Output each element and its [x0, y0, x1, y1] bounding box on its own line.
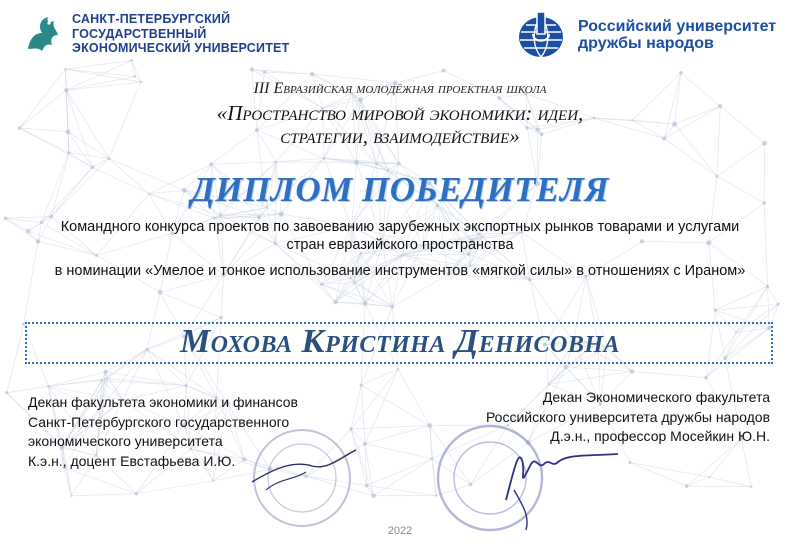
network-node [185, 384, 188, 387]
network-line [20, 128, 69, 153]
network-line [48, 372, 105, 386]
network-node [323, 157, 326, 160]
network-node [71, 495, 73, 497]
network-node [679, 71, 682, 74]
network-line [20, 128, 93, 167]
network-node [5, 391, 8, 394]
network-line [687, 486, 752, 487]
network-line [69, 153, 92, 168]
year: 2022 [387, 525, 413, 537]
school-theme [100, 102, 700, 148]
network-line [7, 386, 49, 392]
signatory-left-line4: К.э.н., доцент Евстафьева И.Ю. [28, 452, 236, 469]
network-line [630, 463, 710, 478]
network-line [402, 254, 469, 255]
network-line [68, 132, 69, 153]
network-node [103, 370, 107, 374]
rudn-logo [512, 10, 776, 60]
network-line [398, 369, 430, 425]
network-line [709, 477, 751, 487]
network-node [630, 369, 635, 374]
network-node [90, 165, 94, 169]
network-line [717, 106, 720, 176]
network-line [276, 158, 324, 162]
network-node [106, 377, 108, 379]
network-line [768, 286, 779, 304]
signatory-right-line3: Д.э.н., профессор Мосейкин Ю.Н. [550, 428, 770, 444]
network-line [392, 274, 448, 306]
contest-line2: стран евразийского пространства [286, 237, 514, 253]
network-node [320, 283, 324, 287]
signatory-left-line2: Санкт-Петербургского государственного [28, 413, 290, 430]
network-line [92, 159, 108, 168]
network-node [47, 385, 50, 388]
nomination: в номинации «Умелое и тонкое использование инструментов «мягкой силы» в отношениях с Ираном» [54, 263, 746, 279]
signatory-left [28, 393, 298, 471]
network-line [48, 379, 107, 387]
network-node [219, 213, 222, 216]
network-node [401, 254, 403, 256]
network-node [310, 72, 314, 76]
contest-line1: Командного конкурса проектов по завоеванию зарубежных экспортных рынков товарами и услугами [60, 219, 740, 235]
network-node [67, 151, 70, 154]
signatory-left-line3: экономического университета [28, 433, 223, 449]
network-node [354, 160, 359, 165]
network-node [685, 484, 689, 488]
network-line [64, 468, 137, 494]
network-node [66, 129, 71, 134]
winner-name: Мохова Кристина Денисовна [179, 323, 621, 360]
network-node [777, 303, 780, 306]
network-line [136, 481, 213, 494]
network-node [353, 282, 355, 284]
network-node [279, 212, 284, 217]
theme-line1: «Пространство мировой экономики: идеи, [216, 101, 584, 125]
network-line [24, 241, 39, 324]
network-node [397, 162, 401, 166]
network-node [18, 126, 21, 129]
network-node [101, 379, 103, 381]
contest-description [40, 218, 760, 254]
network-node [263, 70, 266, 73]
network-node [275, 161, 277, 163]
left-logo-line2: ГОСУДАРСТВЕННЫЙ [72, 26, 207, 41]
network-node [363, 301, 368, 306]
globe-emblem-icon [512, 10, 570, 60]
network-node [762, 141, 767, 146]
network-line [687, 477, 710, 486]
network-node [4, 217, 8, 221]
network-line [160, 292, 221, 317]
network-node [64, 68, 66, 70]
network-line [68, 132, 92, 168]
network-line [132, 60, 141, 82]
network-node [442, 69, 446, 73]
signatory-right-line2: Российского университета дружбы народов [485, 408, 770, 425]
network-node [26, 229, 30, 233]
left-logo-line3: ЭКОНОМИЧЕСКИЙ УНИВЕРСИТЕТ [72, 41, 290, 55]
network-node [564, 365, 568, 369]
network-node [704, 376, 707, 379]
network-node [375, 162, 378, 165]
network-line [211, 162, 276, 164]
network-line [221, 275, 224, 318]
right-logo-line2: дружбы народов [578, 35, 714, 52]
signatory-right-line1: Декан Экономического факультета [542, 389, 770, 405]
signatory-right [486, 388, 770, 447]
network-node [750, 486, 752, 488]
network-node [158, 290, 163, 295]
signatory-left-line1: Декан факультета экономики и финансов [28, 394, 298, 410]
network-line [720, 106, 764, 143]
network-node [397, 368, 399, 370]
diploma-title: ДИПЛОМ ПОБЕДИТЕЛЯ [190, 170, 610, 209]
network-line [632, 371, 706, 377]
network-node [219, 316, 222, 319]
network-line [72, 494, 137, 496]
network-node [107, 157, 110, 160]
network-line [630, 463, 687, 487]
network-line [335, 283, 354, 302]
school-title: III Евразийская молодёжная проектная школа [253, 80, 547, 97]
network-line [132, 60, 135, 76]
right-logo-line1: Российский университет [578, 18, 777, 35]
network-node [548, 383, 550, 385]
network-node [135, 492, 138, 495]
network-node [718, 104, 722, 108]
spbgeu-logo [22, 12, 289, 56]
network-node [766, 285, 769, 288]
network-node [708, 476, 710, 478]
network-node [714, 308, 717, 311]
network-node [134, 75, 137, 78]
network-node [250, 67, 254, 71]
left-logo-line1: САНКТ-ПЕТЕРБУРГСКИЙ [72, 12, 231, 26]
network-line [20, 69, 66, 128]
network-node [360, 384, 363, 387]
network-node [212, 480, 214, 482]
network-node [130, 59, 133, 62]
network-node [95, 254, 98, 257]
network-node [209, 162, 213, 166]
network-line [102, 381, 186, 386]
theme-line2: стратегии, взаимодействие» [280, 124, 520, 148]
network-node [333, 300, 337, 304]
griffin-icon [22, 13, 64, 55]
network-node [390, 305, 394, 309]
